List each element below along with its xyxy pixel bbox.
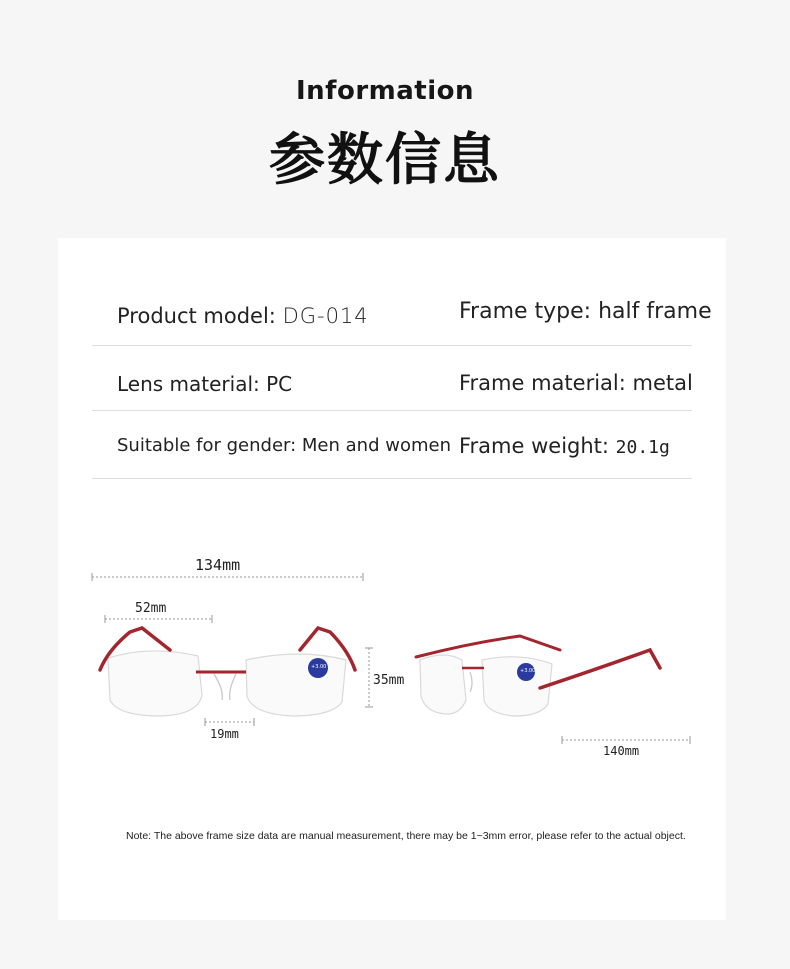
dimension-lens-width: 52mm [135,601,167,616]
spec-label: Lens material: [117,372,267,396]
dimension-lens-height: 35mm [373,673,405,688]
glasses-side-view [416,636,660,716]
spec-value: Men and women [301,435,451,456]
dimension-temple-length: 140mm [603,744,640,758]
spec-label: Suitable for gender: [117,435,302,456]
spec-value: half frame [598,299,712,324]
lens-badge-label: +3.00 [311,664,327,670]
section-title-english: Information [295,76,475,106]
spec-label: Product model: [117,304,283,328]
glasses-front-view [100,628,355,716]
spec-label: Frame material: [459,371,633,395]
lens-badge-label: +3.00 [520,668,536,674]
spec-value: metal [632,371,693,395]
spec-value: PC [266,372,293,396]
spec-label: Frame weight: [459,434,616,458]
spec-value: 20.1g [615,437,670,458]
section-title-chinese: 参数信息 [269,128,501,193]
measurement-note: Note: The above frame size data are manual measurement, there may be 1~3mm error, please refer to the actual object. [126,830,686,842]
spec-label: Frame type: [459,299,599,324]
dimension-total-width: 134mm [195,556,241,574]
dimension-bridge: 19mm [210,727,239,741]
spec-value: DG-014 [282,304,369,328]
